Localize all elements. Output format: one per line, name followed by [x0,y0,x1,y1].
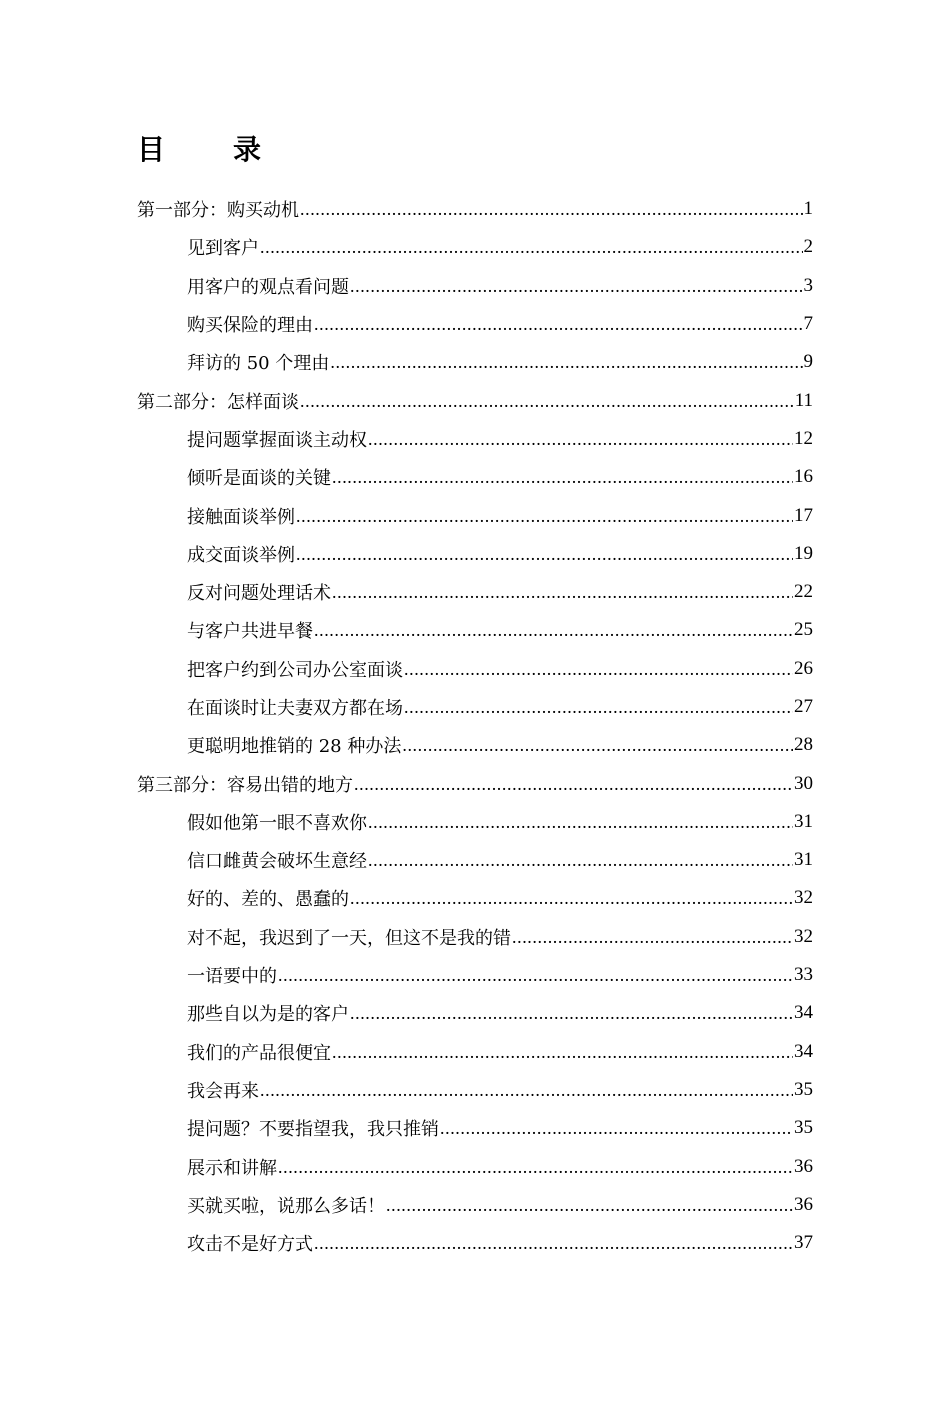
toc-entry-label: 展示和讲解 [187,1157,277,1179]
toc-entry-page-number: 34 [794,1002,813,1024]
toc-entry-page-number: 22 [794,581,813,603]
toc-entry-page-number: 17 [794,504,813,526]
toc-section-entry[interactable] [0,1033,813,1071]
toc-dot-leader [404,659,793,679]
toc-entry-page-number: 28 [794,734,813,756]
toc-entry-page-number: 35 [794,1078,813,1100]
toc-entry-label: 提问题？不要指望我，我只推销 [187,1119,439,1141]
toc-entry-page-number: 1 [803,198,813,220]
toc-entry-page-number: 35 [794,1117,813,1139]
toc-dot-leader [260,1080,793,1100]
toc-dot-leader [296,506,793,526]
toc-section-entry[interactable] [0,1109,813,1147]
toc-entry-label: 我们的产品很便宜 [187,1042,331,1064]
toc-entry-label: 第二部分：怎样面谈 [137,391,299,413]
toc-section-entry[interactable] [0,956,813,994]
toc-entry-page-number: 25 [794,619,813,641]
toc-entry-page-number: 7 [803,313,813,335]
toc-dot-leader [440,1118,793,1138]
toc-entry-label: 把客户约到公司办公室面谈 [187,659,403,681]
toc-entry-label: 第一部分：购买动机 [137,200,299,222]
toc-section-entry[interactable] [0,573,813,611]
toc-section-entry[interactable] [0,611,813,649]
toc-dot-leader [300,391,794,411]
toc-dot-leader [278,965,793,985]
toc-entry-label: 提问题掌握面谈主动权 [187,429,367,451]
toc-entry-page-number: 31 [794,810,813,832]
toc-dot-leader [278,1157,793,1177]
toc-entry-label: 倾听是面谈的关键 [187,468,331,490]
toc-dot-leader [402,735,793,755]
toc-list [0,190,950,1262]
toc-dot-leader [330,352,802,372]
toc-entry-page-number: 30 [794,772,813,794]
toc-entry-page-number: 32 [794,887,813,909]
toc-section-entry[interactable] [0,1224,813,1262]
toc-section-entry[interactable] [0,228,813,266]
toc-entry-label: 接触面谈举例 [187,506,295,528]
toc-dot-leader [260,237,803,257]
toc-section-entry[interactable] [0,343,813,381]
toc-entry-label: 用客户的观点看问题 [187,276,349,298]
toc-entry-page-number: 12 [794,427,813,449]
toc-entry-page-number: 36 [794,1155,813,1177]
toc-entry-label: 拜访的 50 个理由 [187,353,330,375]
toc-entry-page-number: 37 [794,1232,813,1254]
toc-section-entry[interactable] [0,458,813,496]
toc-entry-label: 好的、差的、愚蠢的 [187,889,349,911]
toc-dot-leader [368,812,793,832]
toc-section-entry[interactable] [0,688,813,726]
toc-entry-label: 我会再来 [187,1080,259,1102]
toc-section-entry[interactable] [0,1147,813,1185]
toc-section-entry[interactable] [0,841,813,879]
toc-dot-leader [404,697,793,717]
toc-entry-page-number: 9 [803,351,813,373]
toc-entry-label: 见到客户 [187,238,259,260]
toc-section-entry[interactable] [0,267,813,305]
toc-part-entry[interactable] [0,764,813,802]
toc-entry-label: 购买保险的理由 [187,315,313,337]
toc-dot-leader [332,467,793,487]
toc-title: 目 录 [137,133,282,166]
toc-section-entry[interactable] [0,650,813,688]
toc-entry-page-number: 11 [794,389,813,411]
toc-entry-label: 攻击不是好方式 [187,1234,313,1256]
toc-entry-label: 第三部分：容易出错的地方 [137,774,353,796]
toc-dot-leader [368,850,793,870]
toc-section-entry[interactable] [0,1071,813,1109]
toc-section-entry[interactable] [0,879,813,917]
toc-entry-page-number: 31 [794,849,813,871]
toc-entry-page-number: 2 [803,236,813,258]
toc-part-entry[interactable] [0,190,813,228]
toc-dot-leader [332,1042,793,1062]
toc-dot-leader [350,276,803,296]
toc-section-entry[interactable] [0,305,813,343]
toc-entry-page-number: 33 [794,964,813,986]
toc-entry-label: 与客户共进早餐 [187,621,313,643]
toc-section-entry[interactable] [0,803,813,841]
toc-dot-leader [314,314,803,334]
toc-entry-page-number: 3 [803,274,813,296]
toc-entry-page-number: 26 [794,657,813,679]
toc-dot-leader [332,582,793,602]
toc-dot-leader [368,429,793,449]
toc-dot-leader [386,1195,793,1215]
toc-entry-page-number: 34 [794,1040,813,1062]
toc-dot-leader [354,774,793,794]
toc-section-entry[interactable] [0,535,813,573]
toc-section-entry[interactable] [0,420,813,458]
toc-entry-label: 反对问题处理话术 [187,583,331,605]
toc-dot-leader [350,1003,793,1023]
toc-dot-leader [300,199,803,219]
toc-dot-leader [350,888,793,908]
toc-entry-page-number: 19 [794,542,813,564]
toc-dot-leader [296,544,793,564]
toc-dot-leader [512,927,793,947]
toc-entry-label: 更聪明地推销的 28 种办法 [187,736,402,758]
toc-dot-leader [314,1233,793,1253]
toc-entry-label: 在面谈时让夫妻双方都在场 [187,698,403,719]
toc-entry-label: 那些自以为是的客户 [187,1004,349,1026]
toc-entry-label: 信口雌黄会破坏生意经 [187,851,367,873]
toc-entry-label: 成交面谈举例 [187,544,295,566]
toc-entry-page-number: 16 [794,466,813,488]
toc-entry-page-number: 27 [794,696,813,717]
toc-dot-leader [314,620,793,640]
toc-section-entry[interactable] [0,1186,813,1224]
toc-section-entry[interactable] [0,496,813,534]
toc-entry-label: 买就买啦，说那么多话！ [187,1195,385,1217]
toc-entry-page-number: 32 [794,925,813,947]
toc-entry-label: 对不起，我迟到了一天，但这不是我的错 [187,927,511,949]
toc-entry-label: 假如他第一眼不喜欢你 [187,812,367,834]
toc-section-entry[interactable] [0,726,813,764]
toc-section-entry[interactable] [0,918,813,956]
toc-entry-label: 一语要中的 [187,966,277,988]
toc-section-entry[interactable] [0,994,813,1032]
toc-part-entry[interactable] [0,381,813,419]
toc-entry-page-number: 36 [794,1193,813,1215]
